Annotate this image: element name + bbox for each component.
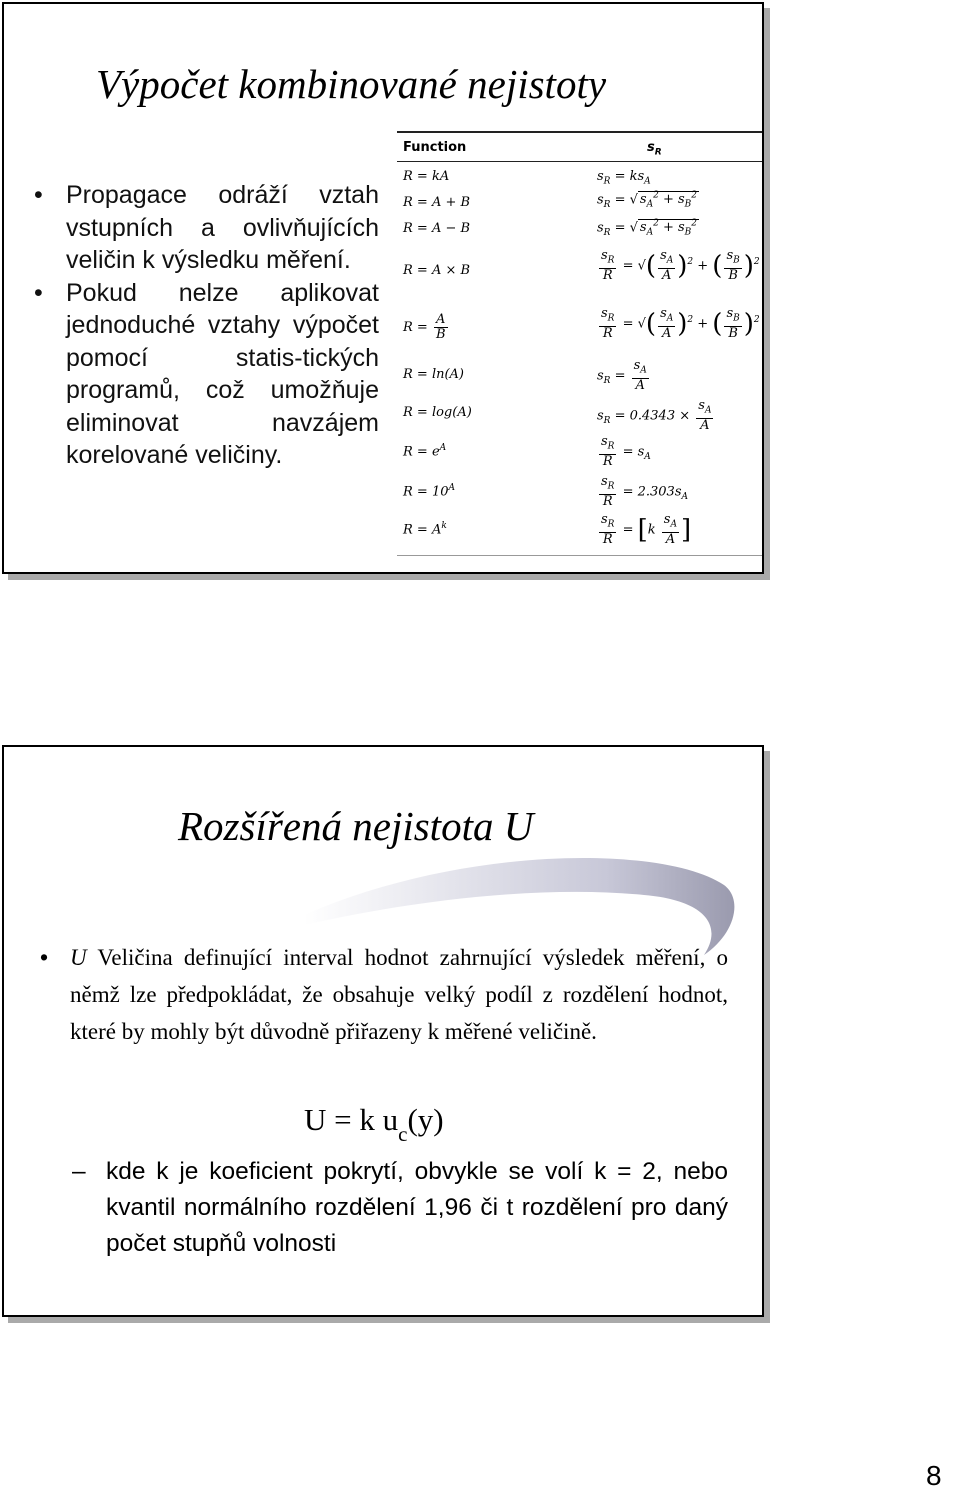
sr-cell: $s_R = 0.4343$ × $\frac{s_A}{A}$ bbox=[597, 398, 712, 433]
sr-cell: $s_R$ = $\frac{s_A}{A}$ bbox=[597, 358, 647, 393]
symbol-u: U bbox=[70, 945, 87, 970]
bullet-item bbox=[40, 939, 728, 1050]
sr-cell: $\frac{s_R}{R}$ = $s_A$ bbox=[601, 434, 651, 469]
slide-title: Rozšířená nejistota U bbox=[178, 803, 534, 849]
sr-cell: $s_R$ = √ $s_A^2 + s_B^2$ bbox=[597, 219, 698, 238]
function-cell: R = A + B bbox=[403, 195, 471, 210]
sr-cell: $s_R$ = √ $s_A^2 + s_B^2$ bbox=[597, 191, 698, 210]
header-sr: $s_R$ bbox=[647, 140, 662, 158]
sr-cell: $\frac{s_R}{R}$ = √( $\frac{s_A}{A}$ )$^2$ + ( $\frac{s_B}{B}$ )$^2$ bbox=[601, 248, 760, 283]
sr-cell: $\frac{s_R}{R}$ = $2.303s_A$ bbox=[601, 474, 688, 509]
slide-1 bbox=[2, 2, 764, 574]
table-top-rule bbox=[397, 131, 763, 133]
expanded-uncertainty-formula: U = k $u_c(y)$ bbox=[304, 1102, 444, 1146]
bullet-item: • Pokud nelze aplikovat jednoduché vztahy výpočet pomocí statis-tických programů, což umožňuje eliminovat navzájem korelované veličiny. bbox=[34, 277, 379, 472]
function-cell: $R = A^k$ bbox=[403, 521, 447, 538]
header-function: Function bbox=[403, 140, 467, 155]
sr-cell: $\frac{s_R}{R}$ = [k $\frac{s_A}{A}$ ] bbox=[601, 512, 692, 547]
function-cell: R = A × B bbox=[403, 263, 471, 278]
sub-bullet-item: – kde k je koeficient pokrytí, obvykle se volí k = 2, nebo kvantil normálního rozdělení 1,96 či t rozdělení pro daný počet stupňů volnosti bbox=[72, 1154, 728, 1262]
function-cell: R = ln(A) bbox=[403, 367, 465, 382]
function-cell: $R = e^A$ bbox=[403, 443, 447, 460]
propagation-formula-table bbox=[397, 131, 763, 561]
slide-2 bbox=[2, 745, 764, 1317]
slide-title: Výpočet kombinované nejistoty bbox=[96, 61, 607, 107]
sr-cell: $\frac{s_R}{R}$ = √( $\frac{s_A}{A}$ )$^2$ + ( $\frac{s_B}{B}$ )$^2$ bbox=[601, 306, 760, 341]
page-number: 8 bbox=[926, 1460, 942, 1491]
bullet-list bbox=[34, 179, 379, 472]
function-cell: R = log(A) bbox=[403, 405, 472, 420]
function-cell: R = A − B bbox=[403, 221, 471, 236]
function-cell: R = $\frac{A}{B}$ bbox=[403, 312, 446, 342]
definition-text: Veličina definující interval hodnot zahrnující výsledek měření, o němž lze předpokládat, že obsahuje velký podíl z rozdělení hodnot, které by mohly být důvodně přiřazeny k měřené veličině. bbox=[70, 945, 728, 1044]
table-bottom-rule bbox=[397, 555, 763, 556]
sr-cell: $s_R = ks_A$ bbox=[597, 169, 651, 187]
table-header-rule bbox=[397, 161, 763, 162]
bullet-list bbox=[40, 939, 728, 1050]
sub-bullet-list bbox=[72, 1154, 728, 1262]
function-cell: R = kA bbox=[403, 169, 450, 184]
function-cell: $R = 10^A$ bbox=[403, 483, 455, 500]
bullet-item: • Propagace odráží vztah vstupních a ovlivňujících veličin k výsledku měření. bbox=[34, 179, 379, 277]
